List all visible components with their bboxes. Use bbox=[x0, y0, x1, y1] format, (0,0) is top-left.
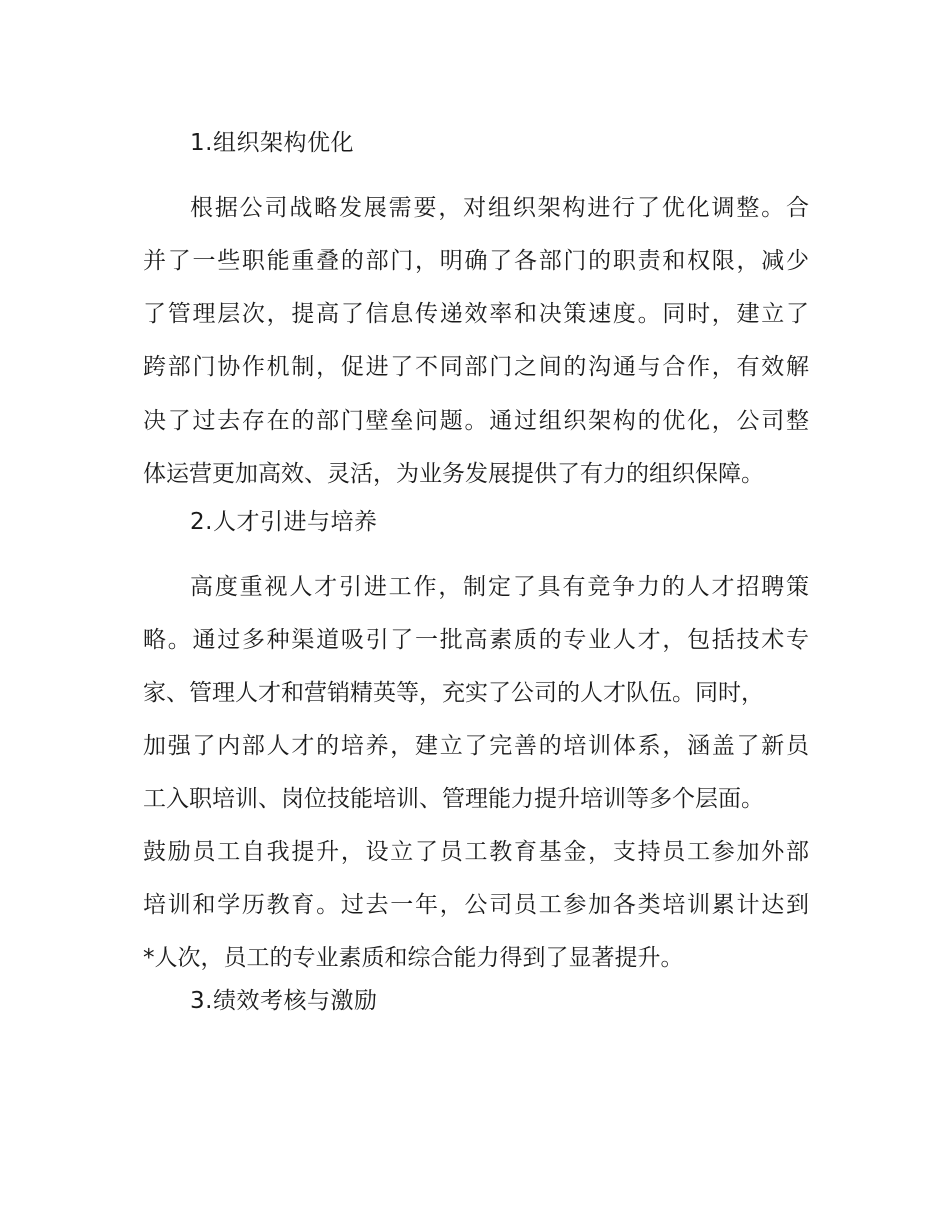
section-heading-talent: 2.人才引进与培养 bbox=[190, 509, 378, 535]
paragraph-line: 跨部门协作机制，促进了不同部门之间的沟通与合作，有效解 bbox=[143, 354, 809, 380]
paragraph-line: 并了一些职能重叠的部门，明确了各部门的职责和权限，减少 bbox=[143, 248, 809, 274]
paragraph-line: 略。通过多种渠道吸引了一批高素质的专业人才，包括技术专 bbox=[143, 627, 809, 653]
paragraph-line: 决了过去存在的部门壁垒问题。通过组织架构的优化，公司整 bbox=[143, 408, 809, 434]
paragraph-line: 高度重视人才引进工作，制定了具有竞争力的人才招聘策 bbox=[190, 574, 809, 600]
paragraph-line: 家、管理人才和营销精英等，充实了公司的人才队伍。同时， bbox=[143, 680, 764, 706]
paragraph-line: 根据公司战略发展需要，对组织架构进行了优化调整。合 bbox=[190, 195, 809, 221]
paragraph-line: 体运营更加高效、灵活，为业务发展提供了有力的组织保障。 bbox=[143, 461, 764, 487]
section-heading-performance: 3.绩效考核与激励 bbox=[190, 988, 378, 1014]
paragraph-line: *人次，员工的专业素质和综合能力得到了显著提升。 bbox=[143, 945, 684, 971]
paragraph-line: 工入职培训、岗位技能培训、管理能力提升培训等多个层面。 bbox=[143, 786, 764, 812]
paragraph-line: 加强了内部人才的培养，建立了完善的培训体系，涵盖了新员 bbox=[143, 733, 809, 759]
paragraph-line: 培训和学历教育。过去一年，公司员工参加各类培训累计达到 bbox=[143, 892, 809, 918]
paragraph-line: 鼓励员工自我提升，设立了员工教育基金，支持员工参加外部 bbox=[143, 839, 809, 865]
section-heading-org-structure: 1.组织架构优化 bbox=[190, 130, 354, 156]
paragraph-line: 了管理层次，提高了信息传递效率和决策速度。同时，建立了 bbox=[143, 301, 809, 327]
